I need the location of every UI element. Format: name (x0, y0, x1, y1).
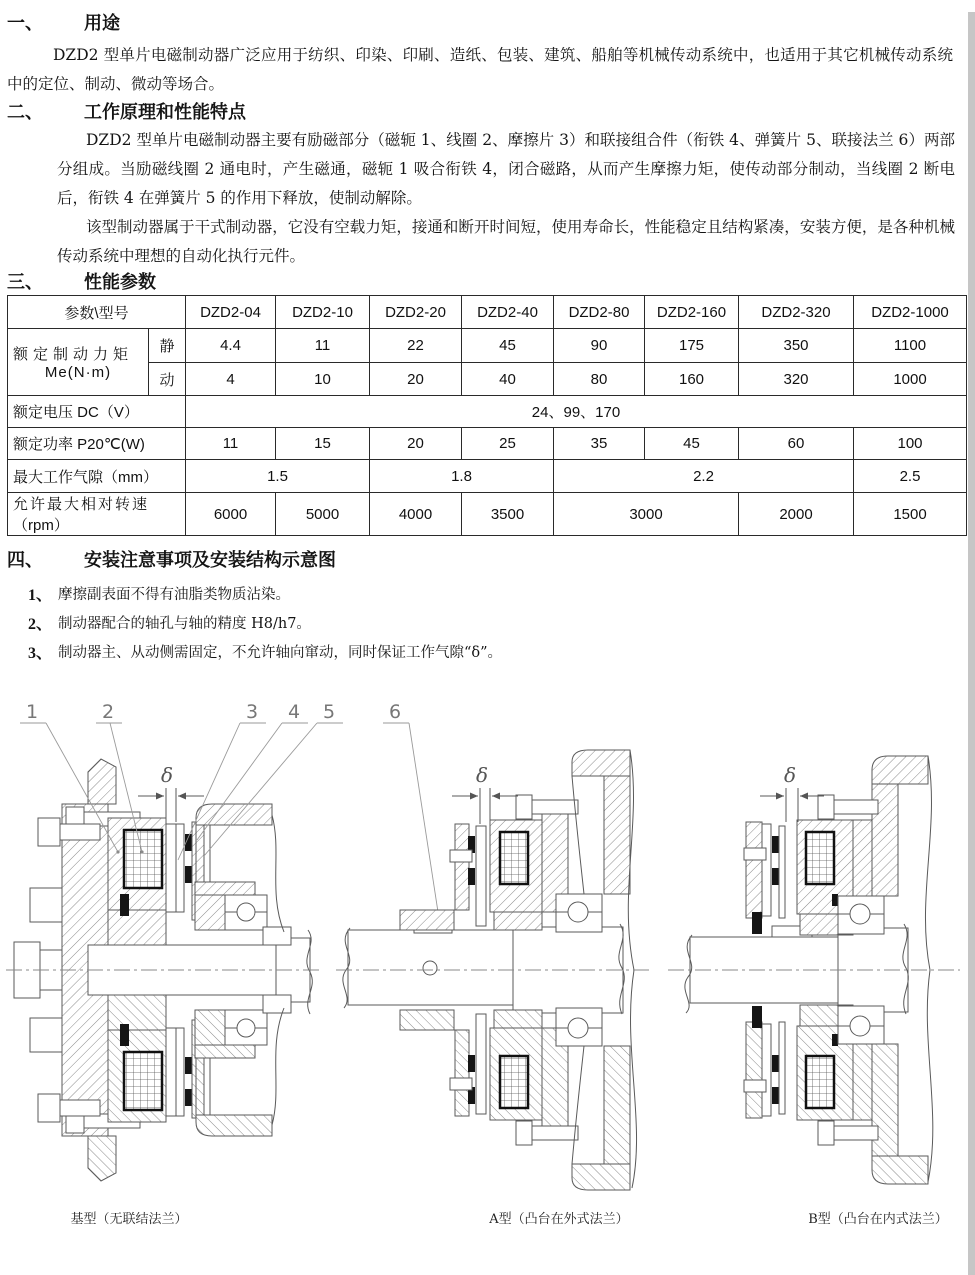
delta-symbol-1: δ (160, 763, 174, 787)
callout-3: 3 (245, 701, 259, 723)
model-col-4: DZD2-80 (554, 296, 645, 329)
torque-dynamic-4: 80 (554, 363, 645, 396)
power-2: 20 (370, 428, 462, 460)
delta-dimension-2 (452, 763, 518, 824)
callout-4: 4 (287, 701, 301, 723)
note-1-number: 1、 (28, 587, 53, 604)
callout-1: 1 (25, 701, 39, 723)
section-2-number: 二、 (7, 102, 43, 123)
torque-static-3: 45 (462, 329, 554, 363)
callout-5: 5 (322, 701, 336, 723)
gap-0: 1.5 (186, 460, 370, 493)
section-3-number: 三、 (7, 272, 43, 293)
document-page (0, 12, 975, 1275)
torque-dynamic-7: 1000 (854, 363, 967, 396)
model-col-7: DZD2-1000 (854, 296, 967, 329)
power-5: 45 (645, 428, 739, 460)
voltage-row (8, 396, 967, 428)
install-note-1 (0, 581, 975, 610)
speed-1: 5000 (276, 493, 370, 536)
caption-type-b: B型（凸台在内式法兰） (808, 1212, 948, 1227)
dynamic-label: 动 (149, 363, 186, 396)
diagram-base-type (6, 759, 320, 1181)
power-1: 15 (276, 428, 370, 460)
torque-dynamic-3: 40 (462, 363, 554, 396)
torque-static-0: 4.4 (186, 329, 276, 363)
gap-label: 最大工作气隙（mm） (8, 460, 186, 493)
power-0: 11 (186, 428, 276, 460)
section-1-title: 用途 (84, 13, 120, 34)
torque-dynamic-row (8, 363, 967, 396)
performance-table (7, 295, 967, 536)
power-label: 额定功率 P20℃(W) (8, 428, 186, 460)
speed-6: 1500 (854, 493, 967, 536)
speed-label-line2: （rpm） (13, 517, 69, 534)
delta-dimension-1 (138, 763, 204, 822)
section-2-heading (0, 101, 975, 124)
installation-figures (0, 692, 975, 1230)
voltage-value: 24、99、170 (186, 396, 967, 428)
speed-0: 6000 (186, 493, 276, 536)
gap-row (8, 460, 967, 493)
speed-5: 2000 (739, 493, 854, 536)
section-4-number: 四、 (7, 550, 43, 571)
power-row (8, 428, 967, 460)
note-3-number: 3、 (28, 645, 53, 662)
section-1-paragraph: DZD2 型单片电磁制动器广泛应用于纺织、印染、印刷、造纸、包装、建筑、船舶等机械传动系统中，也适用于其它机械传动系统中的定位、制动、微动等场合。 (7, 46, 953, 93)
section-1-number: 一、 (7, 13, 43, 34)
speed-4: 3000 (554, 493, 739, 536)
section-2-title: 工作原理和性能特点 (84, 102, 246, 123)
torque-static-1: 11 (276, 329, 370, 363)
install-note-3 (0, 639, 975, 668)
section-1-heading (0, 12, 975, 35)
speed-2: 4000 (370, 493, 462, 536)
torque-dynamic-2: 20 (370, 363, 462, 396)
note-1-text: 摩擦副表面不得有油脂类物质沾染。 (58, 587, 290, 603)
gap-2: 2.2 (554, 460, 854, 493)
power-7: 100 (854, 428, 967, 460)
installation-diagrams (0, 692, 975, 1192)
speed-label-cell (8, 493, 186, 536)
callout-2: 2 (101, 701, 115, 723)
torque-dynamic-6: 320 (739, 363, 854, 396)
torque-static-7: 1100 (854, 329, 967, 363)
section-4-title: 安装注意事项及安装结构示意图 (84, 550, 336, 571)
torque-label-line2: Me(N·m) (44, 364, 112, 381)
caption-type-a: A型（凸台在外式法兰） (489, 1212, 629, 1227)
header-param-model: 参数\型号 (8, 296, 186, 329)
model-col-0: DZD2-04 (186, 296, 276, 329)
speed-label-line1: 允许最大相对转速 (13, 496, 150, 513)
install-note-2 (0, 610, 975, 639)
power-6: 60 (739, 428, 854, 460)
section-4-heading (0, 549, 975, 572)
voltage-label: 额定电压 DC（V） (8, 396, 186, 428)
model-col-3: DZD2-40 (462, 296, 554, 329)
model-col-2: DZD2-20 (370, 296, 462, 329)
torque-dynamic-1: 10 (276, 363, 370, 396)
model-col-6: DZD2-320 (739, 296, 854, 329)
model-col-1: DZD2-10 (276, 296, 370, 329)
speed-row (8, 493, 967, 536)
static-label: 静 (149, 329, 186, 363)
note-2-text: 制动器配合的轴孔与轴的精度 H8/h7。 (58, 616, 311, 632)
gap-3: 2.5 (854, 460, 967, 493)
power-3: 25 (462, 428, 554, 460)
diagram-type-b (668, 756, 960, 1184)
note-2-number: 2、 (28, 616, 53, 633)
section-2-paragraph-2: 该型制动器属于干式制动器，它没有空载力矩，接通和断开时间短，使用寿命长，性能稳定且结构紧凑，安装方便，是各种机械传动系统中理想的自动化执行元件。 (57, 218, 955, 265)
note-3-text: 制动器主、从动侧需固定，不允许轴向窜动，同时保证工作气隙“δ”。 (58, 645, 503, 661)
section-3-heading (0, 271, 975, 294)
delta-symbol-3: δ (783, 763, 797, 787)
model-col-5: DZD2-160 (645, 296, 739, 329)
section-3-title: 性能参数 (84, 272, 156, 293)
figure-captions (0, 1196, 975, 1230)
torque-static-row (8, 329, 967, 363)
table-header-row (8, 296, 967, 329)
caption-base-type: 基型（无联结法兰） (70, 1212, 188, 1227)
gap-1: 1.8 (370, 460, 554, 493)
section-2-paragraph-1: DZD2 型单片电磁制动器主要有励磁部分（磁轭 1、线圈 2、摩擦片 3）和联接组合件（衔铁 4、弹簧片 5、联接法兰 6）两部分组成。当励磁线圈 2 通电时，产生磁通，磁轭 1 吸合衔铁 4，闭合磁路，从而产生摩擦力矩，使传动部分制动，当线圈 2 断电后，衔铁 4 在弹簧片 5 的作用下释放，使制动解除。 (57, 131, 955, 207)
diagram-type-a (336, 750, 652, 1190)
torque-label-cell (8, 329, 149, 396)
torque-dynamic-0: 4 (186, 363, 276, 396)
torque-static-2: 22 (370, 329, 462, 363)
torque-static-6: 350 (739, 329, 854, 363)
torque-label-line1: 额定制动力矩 (13, 346, 134, 363)
delta-symbol-2: δ (475, 763, 489, 787)
torque-dynamic-5: 160 (645, 363, 739, 396)
torque-static-5: 175 (645, 329, 739, 363)
delta-dimension-3 (760, 763, 824, 822)
speed-3: 3500 (462, 493, 554, 536)
callout-6: 6 (388, 701, 402, 723)
power-4: 35 (554, 428, 645, 460)
torque-static-4: 90 (554, 329, 645, 363)
